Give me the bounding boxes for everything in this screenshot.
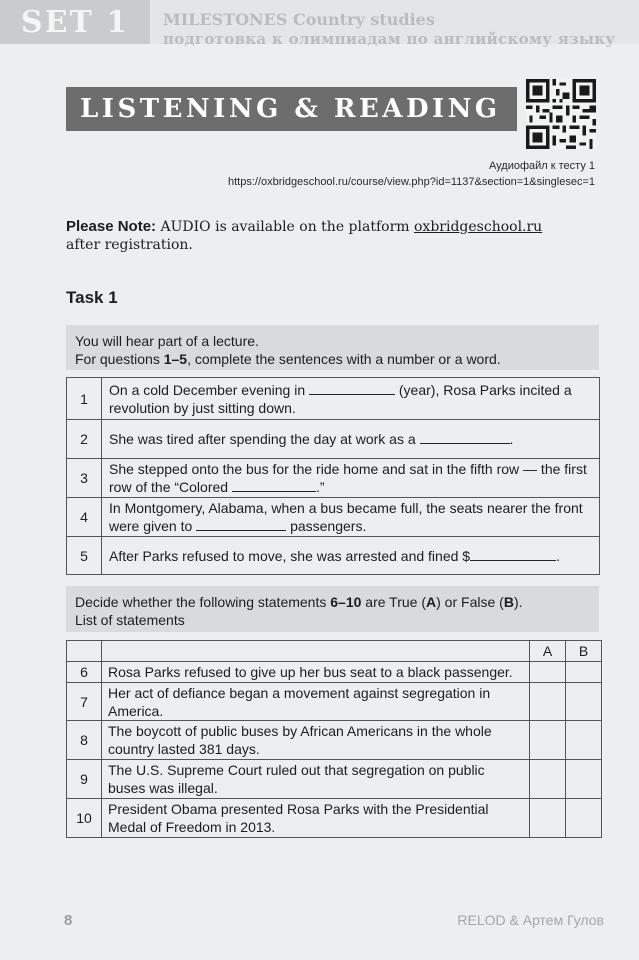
statement-number: 6 bbox=[67, 662, 102, 683]
answer-blank[interactable] bbox=[309, 382, 395, 395]
answer-blank[interactable] bbox=[470, 548, 556, 561]
table-row bbox=[67, 537, 600, 575]
table-row bbox=[67, 459, 600, 498]
instructions-line: Decide whether the following statements 6–10 are True (A) or False (B). bbox=[75, 594, 523, 610]
question-number: 3 bbox=[67, 459, 102, 498]
instructions-line: List of statements bbox=[75, 612, 185, 628]
question-text: After Parks refused to move, she was arrested and fined $ . bbox=[102, 537, 600, 575]
note-text: AUDIO is available on the platform bbox=[160, 219, 410, 235]
note-text-after: after registration. bbox=[66, 237, 193, 253]
question-text: In Montgomery, Alabama, when a bus became full, the seats nearer the front were given to passengers. bbox=[102, 498, 600, 537]
table-row bbox=[67, 721, 602, 760]
table-row bbox=[67, 420, 600, 459]
table-row bbox=[67, 378, 600, 420]
page-number: 8 bbox=[64, 912, 73, 929]
task-heading: Task 1 bbox=[66, 288, 118, 307]
answer-cell-a[interactable] bbox=[530, 760, 566, 799]
statement-text: Her act of defiance began a movement against segregation in America. bbox=[102, 683, 530, 721]
audio-file-label: Аудиофайл к тесту 1 bbox=[488, 160, 595, 172]
question-text: On a cold December evening in (year), Rosa Parks incited a revolution by just sitting down. bbox=[102, 378, 600, 420]
table-row bbox=[67, 760, 602, 799]
publisher-credit: RELOD & Артем Гулов bbox=[457, 912, 604, 928]
table-row bbox=[67, 683, 602, 721]
qr-code-icon bbox=[526, 79, 596, 149]
statement-number: 8 bbox=[67, 721, 102, 760]
answer-cell-a[interactable] bbox=[530, 799, 566, 838]
question-number: 4 bbox=[67, 498, 102, 537]
instructions-line: You will hear part of a lecture. bbox=[75, 333, 259, 349]
table-row bbox=[67, 662, 602, 683]
note-label: Please Note: bbox=[66, 218, 157, 235]
table-row bbox=[67, 498, 600, 537]
column-header-a: A bbox=[530, 641, 566, 662]
question-number: 1 bbox=[67, 378, 102, 420]
section-banner: LISTENING & READING bbox=[66, 87, 517, 131]
statement-text: The boycott of public buses by African Americans in the whole country lasted 381 days. bbox=[102, 721, 530, 760]
answer-cell-a[interactable] bbox=[530, 683, 566, 721]
set-label: SET 1 bbox=[0, 0, 150, 44]
audio-url[interactable]: https://oxbridgeschool.ru/course/view.php?id=1137&section=1&singlesec=1 bbox=[227, 176, 595, 188]
statement-number: 10 bbox=[67, 799, 102, 838]
instructions-line: For questions 1–5, complete the sentences with a number or a word. bbox=[75, 351, 501, 367]
page-header bbox=[0, 0, 639, 48]
answer-cell-b[interactable] bbox=[566, 683, 602, 721]
column-header-b: B bbox=[566, 641, 602, 662]
answer-cell-a[interactable] bbox=[530, 721, 566, 760]
answer-cell-b[interactable] bbox=[566, 721, 602, 760]
statement-text: Rosa Parks refused to give up her bus seat to a black passenger. bbox=[102, 662, 530, 683]
answer-cell-b[interactable] bbox=[566, 760, 602, 799]
question-text: She was tired after spending the day at work as a . bbox=[102, 420, 600, 459]
platform-link[interactable]: oxbridgeschool.ru bbox=[414, 219, 543, 235]
header-subtitle: подготовка к олимпиадам по английскому языку bbox=[163, 30, 616, 48]
question-number: 5 bbox=[67, 537, 102, 575]
table-header-row bbox=[67, 641, 602, 662]
header-title: MILESTONES Country studies bbox=[163, 10, 435, 29]
statement-number: 7 bbox=[67, 683, 102, 721]
answer-blank[interactable] bbox=[232, 479, 316, 492]
question-text: She stepped onto the bus for the ride home and sat in the fifth row — the first row of the “Colored .” bbox=[102, 459, 600, 498]
answer-cell-b[interactable] bbox=[566, 799, 602, 838]
answer-blank[interactable] bbox=[420, 431, 510, 444]
answer-cell-a[interactable] bbox=[530, 662, 566, 683]
statement-text: President Obama presented Rosa Parks with the Presidential Medal of Freedom in 2013. bbox=[102, 799, 530, 838]
question-number: 2 bbox=[67, 420, 102, 459]
completion-table bbox=[66, 377, 600, 575]
instructions-completion bbox=[66, 325, 599, 370]
platform-note bbox=[66, 218, 546, 254]
answer-blank[interactable] bbox=[196, 518, 286, 531]
statement-number: 9 bbox=[67, 760, 102, 799]
statements-table bbox=[66, 640, 602, 838]
table-row bbox=[67, 799, 602, 838]
statement-text: The U.S. Supreme Court ruled out that segregation on public buses was illegal. bbox=[102, 760, 530, 799]
answer-cell-b[interactable] bbox=[566, 662, 602, 683]
instructions-true-false bbox=[66, 586, 599, 632]
